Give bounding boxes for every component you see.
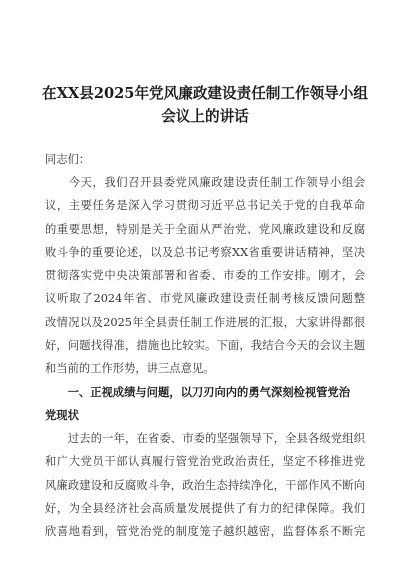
- paragraph-line: 败斗争的重要论述，以及总书记考察XX省重要讲话精神，坚决: [45, 245, 365, 259]
- paragraph-section-1: [45, 427, 365, 543]
- title-line: 会议上的讲话: [161, 108, 249, 126]
- paragraph-line: 和广大党员干部认真履行管党治党政治责任，坚定不移推进党: [45, 455, 365, 469]
- heading-line: 一、正视成绩与问题，以刀刃向内的勇气深刻检视管党治: [45, 385, 351, 399]
- salutation-text: 同志们：: [45, 153, 91, 166]
- heading-line: 党现状: [45, 408, 79, 423]
- paragraph-line: 的重要思想，特别是关于全面从严治党、党风廉政建设和反腐: [45, 222, 365, 236]
- paragraph-line: 议听取了2024年省、市党风廉政建设责任制考核反馈问题整: [45, 292, 365, 306]
- paragraph-intro: [45, 171, 365, 381]
- paragraph-line: 贯彻落实党中央决策部署和省委、市委的工作安排。刚才，会: [45, 269, 365, 283]
- paragraph-line: 过去的一年，在省委、市委的坚强领导下，全县各级党组织: [45, 432, 365, 445]
- paragraph-line: 议，主要任务是深入学习贯彻习近平总书记关于党的自我革命: [45, 199, 365, 213]
- title-line: 在XX县2025年党风廉政建设责任制工作领导小组: [42, 85, 368, 102]
- salutation: [45, 148, 365, 171]
- paragraph-line: 好，为全县经济社会高质量发展提供了有力的纪律保障。我们: [45, 501, 365, 515]
- paragraph-line: 风廉政建设和反腐败斗争，政治生态持续净化，干部作风不断向: [45, 478, 365, 492]
- paragraph-line: 好，问题找得准，措施也比较实。下面，我结合今天的会议主题: [45, 339, 365, 353]
- paragraph-line: 和当前的工作形势，讲三点意见。: [45, 362, 215, 376]
- paragraph-line: 今天，我们召开县委党风廉政建设责任制工作领导小组会: [45, 176, 365, 189]
- paragraph-line: 欣喜地看到，管党治党的制度笼子越织越密，监督体系不断完: [45, 525, 365, 539]
- document-title: [30, 82, 380, 129]
- paragraph-line: 改情况以及2025年全县责任制工作进展的汇报，大家讲得都很: [45, 315, 365, 329]
- section-heading-1: [45, 381, 365, 428]
